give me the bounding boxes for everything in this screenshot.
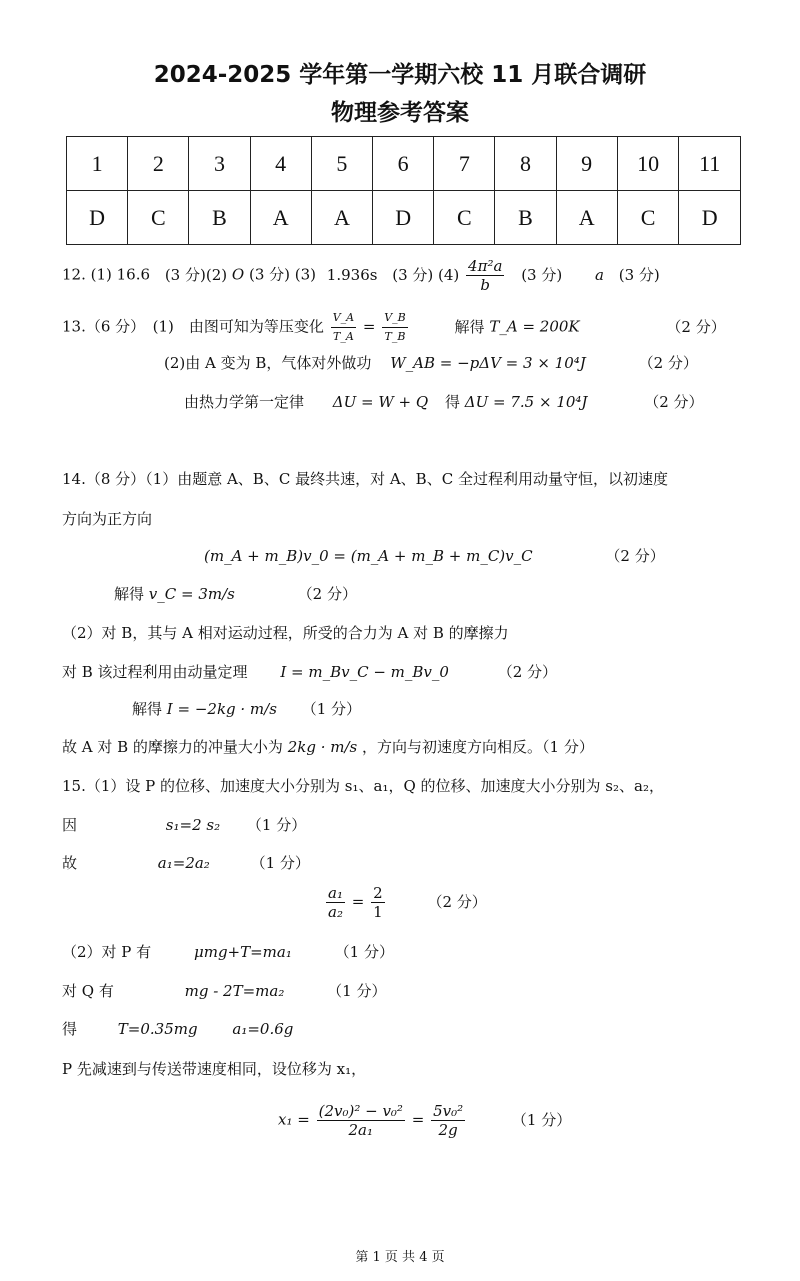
- q13-solve-label: 解得: [454, 317, 485, 336]
- q13-eq-1: T_A = 200K: [489, 317, 580, 336]
- q13-intro: 13.（6 分） (1) 由图可知为等压变化: [62, 317, 324, 336]
- question-number-cell: 3: [189, 137, 250, 191]
- q15-ratio-frac: [326, 884, 345, 921]
- q15-ratio-line: [324, 884, 487, 921]
- q15-x1-num2: 5v₀²: [433, 1102, 464, 1120]
- question-number-cell: 5: [311, 137, 372, 191]
- answer-cell: A: [556, 191, 617, 245]
- q15-eq-1: s₁=2 s₂: [165, 816, 221, 834]
- question-number-cell: 7: [434, 137, 495, 191]
- q14-eq-4: I = −2kg · m/s: [166, 700, 277, 718]
- q15-score-1: （1 分）: [246, 816, 307, 834]
- q15-line-1: 15.（1）设 P 的位移、加速度大小分别为 s₁、a₁，Q 的位移、加速度大小分别为 s₂、a₂，: [62, 777, 664, 795]
- q12-prefix: 12. (1) 16.6: [62, 265, 151, 284]
- q13-line-1: 13.（6 分） (1) 由图可知为等压变化 $\frac{V\_A}{T\_A}$ = $\frac{V\_B}{T\_B}$ 解得 T_A = 200K （2 分）: [62, 309, 726, 346]
- q14-line-7-tail: ，方向与初速度方向相反。（1 分）: [362, 738, 594, 756]
- q14-line-7-text: 故 A 对 B 的摩擦力的冲量大小为: [62, 738, 283, 756]
- q14-eq-2: v_C = 3m/s: [148, 585, 235, 603]
- q14-line-6: [132, 699, 361, 719]
- q15-line-8: P 先减速到与传送带速度相同，设位移为 x₁，: [62, 1060, 367, 1078]
- q15-score-3: （2 分）: [427, 892, 487, 911]
- q14-line-5-text: 对 B 该过程利用由动量定理: [62, 663, 248, 681]
- q14-score-2: （2 分）: [297, 585, 357, 603]
- q15-score-4: （1 分）: [334, 943, 394, 961]
- q15-line-7: [62, 1019, 293, 1039]
- q14-eq-3: I = m_Bv_C − m_Bv_0: [280, 663, 449, 681]
- q15-line-6: [62, 981, 386, 1001]
- q13-line-3: [184, 392, 704, 412]
- q15-because: 因: [62, 816, 78, 834]
- q13-eq-3: ΔU = W + Q: [332, 393, 429, 411]
- q15-therefore: 故: [62, 854, 78, 872]
- q14-line-4: （2）对 B，其与 A 相对运动过程，所受的合力为 A 对 B 的摩擦力: [62, 624, 509, 642]
- question-number-cell: 11: [679, 137, 741, 191]
- q15-eq-2: a₁=2a₂: [157, 854, 210, 872]
- q12-score-3: (3 分) (4): [392, 265, 460, 284]
- question-number-cell: 10: [617, 137, 679, 191]
- q13-line-3-text: 由热力学第一定律: [184, 393, 305, 411]
- q15-x1-den2: 2g: [438, 1121, 458, 1139]
- question-number-cell: 6: [373, 137, 434, 191]
- q13-line-2-text: (2)由 A 变为 B，气体对外做功: [164, 354, 372, 372]
- document-title: 2024-2025 学年第一学期六校 11 月联合调研: [153, 62, 647, 88]
- page-footer: 第 1 页 共 4 页: [355, 1250, 445, 1265]
- answer-cell: B: [495, 191, 556, 245]
- q13-line-2: [164, 353, 698, 373]
- answer-table-answer-row: [67, 191, 741, 245]
- q15-x1-frac-2: [431, 1102, 465, 1139]
- q14-line-7: [62, 737, 594, 757]
- q14-score-3: （2 分）: [497, 663, 558, 681]
- q12-score-2: (3 分) (3): [248, 265, 317, 284]
- answer-cell: D: [67, 191, 128, 245]
- q15-eq-5: T=0.35mg: [117, 1020, 198, 1038]
- q15-ratio-num2: 2: [373, 884, 383, 902]
- q12-fraction: [466, 257, 504, 294]
- question-number-cell: 4: [250, 137, 311, 191]
- q12-answer-2: O: [231, 265, 245, 284]
- q12-score-4: (3 分): [521, 265, 563, 284]
- answer-cell: C: [617, 191, 679, 245]
- q15-eq-3: μmg+T=ma₁: [193, 943, 292, 961]
- q13-tb: T_B: [384, 330, 406, 343]
- q13-va: V_A: [331, 309, 356, 328]
- q15-line-6-text: 对 Q 有: [62, 982, 114, 1000]
- q13-score-2: （2 分）: [638, 354, 698, 372]
- answer-cell: A: [311, 191, 372, 245]
- question-number-cell: 1: [67, 137, 128, 191]
- q12-score-1: (3 分)(2): [164, 265, 228, 284]
- q15-line-5-text: （2）对 P 有: [62, 943, 152, 961]
- q13-eq-4: ΔU = 7.5 × 10⁴J: [464, 393, 588, 411]
- q14-eq-1: (m_A + m_B)v_0 = (m_A + m_B + m_C)v_C: [204, 547, 533, 565]
- q13-score-1: （2 分）: [666, 317, 726, 336]
- q15-line-5: [62, 942, 394, 962]
- q15-ratio-eq: =: [351, 892, 365, 911]
- q15-ratio-den: a₂: [328, 903, 343, 921]
- q14-eq-5: 2kg · m/s: [287, 738, 358, 756]
- q14-score-4: （1 分）: [301, 700, 362, 718]
- question-number-cell: 2: [128, 137, 189, 191]
- q12-frac-denominator: b: [480, 276, 491, 294]
- q15-line-3: [62, 853, 310, 873]
- q15-x1-frac: [317, 1102, 405, 1139]
- answer-cell: D: [679, 191, 741, 245]
- q13-eq-2: W_AB = −pΔV = 3 × 10⁴J: [390, 354, 586, 372]
- q13-vb-tb: [382, 309, 408, 346]
- q12-score-5: (3 分): [618, 265, 660, 284]
- q13-va-ta: [331, 309, 356, 346]
- q15-eq-6: a₁=0.6g: [232, 1020, 294, 1038]
- q15-line-2: [62, 815, 306, 835]
- question-number-cell: 9: [556, 137, 617, 191]
- answer-cell: B: [189, 191, 250, 245]
- q13-score-3: （2 分）: [644, 393, 704, 411]
- q15-score-2: （1 分）: [250, 854, 310, 872]
- q14-solve-label-1: 解得: [114, 585, 145, 603]
- q14-line-3: [114, 584, 357, 604]
- answer-table-number-row: [67, 137, 741, 191]
- q14-eq-1-line: [204, 546, 665, 566]
- q14-line-2: 方向为正方向: [62, 510, 153, 528]
- q13-vb: V_B: [382, 309, 408, 328]
- q15-x1-den: 2a₁: [348, 1121, 374, 1139]
- q15-ratio-frac-2: [371, 884, 385, 921]
- answer-cell: A: [250, 191, 311, 245]
- q13-ta: T_A: [333, 330, 354, 343]
- q15-get: 得: [62, 1020, 78, 1038]
- q14-line-5: [62, 662, 557, 682]
- q12-answer-3: 1.936s: [326, 265, 378, 284]
- question-number-cell: 8: [495, 137, 556, 191]
- q15-x1-num: (2v₀)² − v₀²: [318, 1102, 403, 1120]
- q14-solve-label-2: 解得: [132, 700, 163, 718]
- answer-cell: C: [128, 191, 189, 245]
- answer-cell: D: [373, 191, 434, 245]
- q15-score-6: （1 分）: [511, 1110, 572, 1129]
- q15-x1-label: x₁ =: [278, 1110, 310, 1129]
- q15-x1-eq: =: [411, 1110, 425, 1129]
- q12-answer-5: a: [595, 265, 604, 284]
- document-subtitle: 物理参考答案: [331, 100, 469, 126]
- q15-score-5: （1 分）: [327, 982, 387, 1000]
- q14-score-1: （2 分）: [605, 547, 665, 565]
- answer-table: [66, 136, 741, 245]
- answer-cell: C: [434, 191, 495, 245]
- q15-eq-4: mg - 2T=ma₂: [184, 982, 285, 1000]
- q14-line-1: 14.（8 分）（1）由题意 A、B、C 最终共速，对 A、B、C 全过程利用动量守恒，以初速度: [62, 470, 668, 488]
- q15-ratio-den2: 1: [373, 903, 383, 921]
- q15-x1-line: [278, 1102, 571, 1139]
- q13-line-3-get: 得: [444, 393, 460, 411]
- q12-line: [62, 257, 660, 294]
- q15-ratio-num: a₁: [328, 884, 343, 902]
- q12-frac-numerator: 4π²a: [468, 257, 503, 275]
